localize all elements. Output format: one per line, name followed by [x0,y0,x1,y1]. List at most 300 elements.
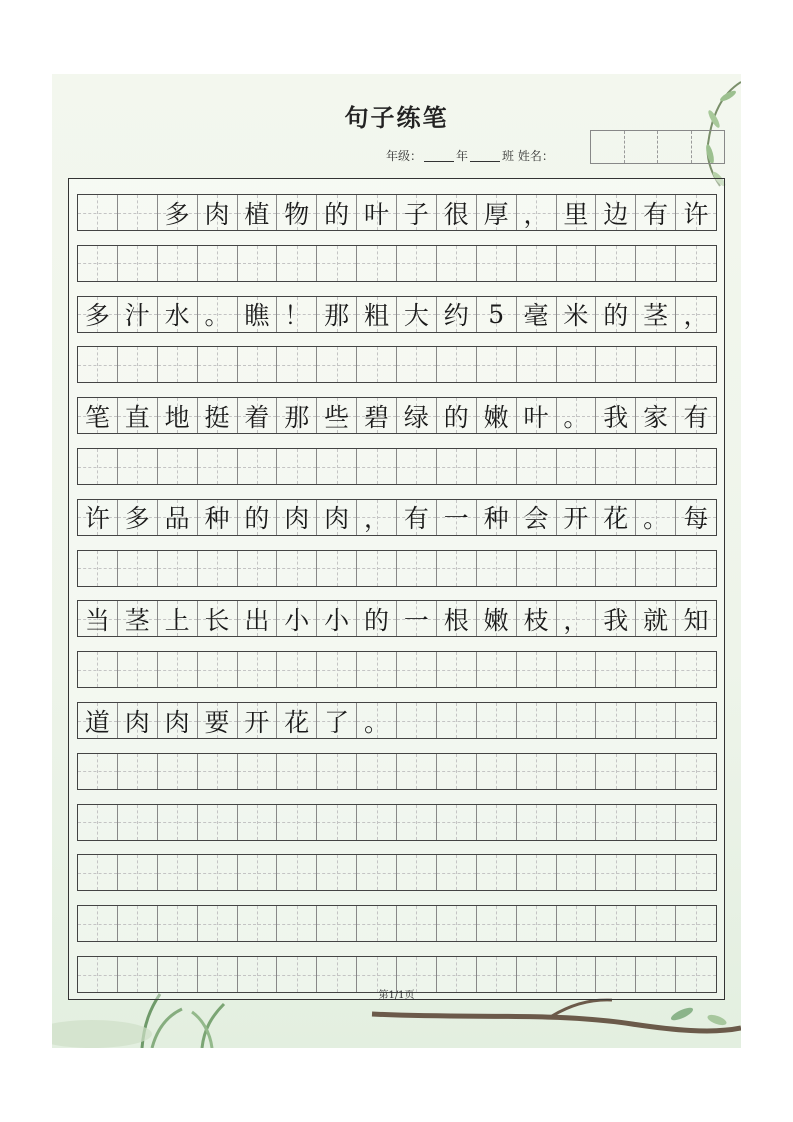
grid-cell[interactable] [118,754,158,789]
grid-cell[interactable] [118,297,158,332]
name-box[interactable] [625,131,659,163]
grid-character: 里 [563,199,589,229]
grid-cell[interactable] [198,347,238,382]
grid-cell[interactable] [517,347,557,382]
grid-cell[interactable] [317,652,357,687]
grid-cell[interactable] [198,703,238,738]
grid-cell[interactable] [676,805,716,840]
grid-cell[interactable] [636,449,676,484]
grid-cell[interactable] [397,906,437,941]
grid-cell[interactable] [118,601,158,636]
grid-cell[interactable] [557,855,597,890]
grid-row [77,448,717,485]
grid-cell[interactable] [158,297,198,332]
grid-cell[interactable] [198,551,238,586]
grid-cell[interactable] [317,551,357,586]
grid-cell[interactable] [437,347,477,382]
grid-cell[interactable] [437,805,477,840]
grid-cell[interactable] [357,500,397,535]
grid-cell[interactable] [357,855,397,890]
grid-cell[interactable] [397,754,437,789]
grid-cell[interactable] [437,601,477,636]
grid-cell[interactable] [676,754,716,789]
grid-character: 肉 [324,504,350,534]
grid-cell[interactable] [277,500,317,535]
grid-cell[interactable] [437,906,477,941]
grid-cell[interactable] [118,449,158,484]
grid-cell[interactable] [397,297,437,332]
grid-cell[interactable] [517,398,557,433]
grid-cell[interactable] [357,601,397,636]
grid-cell[interactable] [397,805,437,840]
grid-cell[interactable] [238,906,278,941]
grid-cell[interactable] [676,398,716,433]
grid-character: 子 [403,199,429,229]
grid-cell[interactable] [317,246,357,281]
grid-character: 。 [364,707,390,737]
grid-cell[interactable] [557,500,597,535]
class-blank[interactable] [470,151,500,162]
grid-cell[interactable] [557,398,597,433]
grid-character: 枝 [523,605,549,635]
grid-character: 碧 [364,402,390,432]
grid-cell[interactable] [198,601,238,636]
grid-cell[interactable] [78,449,118,484]
grid-cell[interactable] [118,805,158,840]
grid-character: 5 [488,299,505,329]
grid-character: 开 [244,707,270,737]
grid-cell[interactable] [557,703,597,738]
grid-character: 边 [603,199,629,229]
grid-cell[interactable] [317,703,357,738]
grid-cell[interactable] [676,652,716,687]
grid-cell[interactable] [277,398,317,433]
grid-cell[interactable] [158,246,198,281]
grid-cell[interactable] [158,855,198,890]
grid-row [77,804,717,841]
grid-cell[interactable] [277,855,317,890]
grid-cell[interactable] [596,195,636,230]
grid-cell[interactable] [676,703,716,738]
grid-cell[interactable] [118,652,158,687]
grid-cell[interactable] [397,195,437,230]
grid-character: 家 [643,402,669,432]
grid-character: 当 [84,605,110,635]
grid-character: 花 [284,707,310,737]
grid-cell[interactable] [596,652,636,687]
grid-cell[interactable] [437,551,477,586]
grid-cell[interactable] [277,754,317,789]
grid-cell[interactable] [477,500,517,535]
grid-cell[interactable] [397,398,437,433]
grid-cell[interactable] [277,906,317,941]
grid-cell[interactable] [78,652,118,687]
grid-cell[interactable] [517,805,557,840]
grid-cell[interactable] [118,500,158,535]
grid-cell[interactable] [357,652,397,687]
grid-cell[interactable] [517,906,557,941]
grid-cell[interactable] [636,652,676,687]
grid-cell[interactable] [78,500,118,535]
grid-cell[interactable] [557,195,597,230]
grid-cell[interactable] [158,551,198,586]
grid-cell[interactable] [636,754,676,789]
grid-cell[interactable] [477,805,517,840]
grid-cell[interactable] [158,906,198,941]
grid-cell[interactable] [78,855,118,890]
grid-cell[interactable] [277,652,317,687]
grid-cell[interactable] [238,805,278,840]
grid-character: 肉 [164,707,190,737]
grid-cell[interactable] [357,805,397,840]
grid-cell[interactable] [118,551,158,586]
grid-cell[interactable] [238,398,278,433]
grid-cell[interactable] [517,551,557,586]
grid-cell[interactable] [78,754,118,789]
grid-cell[interactable] [596,906,636,941]
grid-cell[interactable] [238,754,278,789]
grid-character: 一 [403,605,429,635]
grid-cell[interactable] [676,246,716,281]
grid-cell[interactable] [78,246,118,281]
grid-cell[interactable] [437,297,477,332]
grid-cell[interactable] [78,297,118,332]
grid-cell[interactable] [636,855,676,890]
grid-character: 的 [603,301,629,331]
grid-character: 上 [164,605,190,635]
grid-row [77,346,717,383]
grid-character: 。 [204,301,230,331]
grid-cell[interactable] [357,195,397,230]
grid-character: 许 [683,199,709,229]
grid-cell[interactable] [517,500,557,535]
grid-cell[interactable] [158,398,198,433]
grid-cell[interactable] [158,805,198,840]
grid-character: ！ [284,301,310,331]
grade-blank[interactable] [424,151,454,162]
grid-cell[interactable] [78,551,118,586]
grid-cell[interactable] [517,449,557,484]
grid-cell[interactable] [477,703,517,738]
grid-cell[interactable] [596,347,636,382]
grid-cell[interactable] [596,805,636,840]
grid-cell[interactable] [477,398,517,433]
grid-row [77,296,717,333]
grid-cell[interactable] [397,601,437,636]
grid-cell[interactable] [397,347,437,382]
grid-cell[interactable] [437,246,477,281]
grid-cell[interactable] [557,805,597,840]
grid-cell[interactable] [357,551,397,586]
grid-cell[interactable] [397,449,437,484]
grid-row [77,702,717,739]
grid-cell[interactable] [517,297,557,332]
grid-cell[interactable] [317,347,357,382]
grid-cell[interactable] [596,297,636,332]
grid-cell[interactable] [317,449,357,484]
grid-cell[interactable] [557,347,597,382]
grid-cell[interactable] [676,601,716,636]
grid-cell[interactable] [78,195,118,230]
grid-character: 笔 [84,402,110,432]
grid-cell[interactable] [676,500,716,535]
grid-cell[interactable] [118,195,158,230]
grid-cell[interactable] [477,906,517,941]
grid-cell[interactable] [357,906,397,941]
grid-cell[interactable] [477,246,517,281]
grid-cell[interactable] [596,500,636,535]
grid-cell[interactable] [357,297,397,332]
grid-cell[interactable] [517,703,557,738]
grid-cell[interactable] [158,601,198,636]
grid-row [77,550,717,587]
grid-cell[interactable] [198,246,238,281]
grid-character: 叶 [523,402,549,432]
grid-cell[interactable] [557,601,597,636]
grid-cell[interactable] [477,754,517,789]
grid-cell[interactable] [198,195,238,230]
grid-character: 绿 [403,402,429,432]
grid-cell[interactable] [437,754,477,789]
grid-character: 肉 [204,199,230,229]
grid-cell[interactable] [437,652,477,687]
grid-cell[interactable] [238,297,278,332]
grid-cell[interactable] [477,551,517,586]
grid-cell[interactable] [78,906,118,941]
grid-cell[interactable] [238,855,278,890]
grid-character: 茎 [643,301,669,331]
grid-cell[interactable] [238,601,278,636]
grid-cell[interactable] [78,805,118,840]
grid-cell[interactable] [557,906,597,941]
grid-character: 种 [204,504,230,534]
grid-cell[interactable] [158,195,198,230]
grid-cell[interactable] [277,805,317,840]
grid-cell[interactable] [636,805,676,840]
grid-cell[interactable] [477,652,517,687]
grid-cell[interactable] [158,754,198,789]
grid-cell[interactable] [118,246,158,281]
grid-cell[interactable] [198,297,238,332]
grid-cell[interactable] [676,449,716,484]
grid-cell[interactable] [477,855,517,890]
grid-cell[interactable] [198,906,238,941]
grid-cell[interactable] [477,297,517,332]
grid-character: 嫩 [483,605,509,635]
grid-cell[interactable] [238,500,278,535]
grid-cell[interactable] [238,347,278,382]
grid-cell[interactable] [317,500,357,535]
grid-cell[interactable] [676,906,716,941]
grid-character: 有 [683,402,709,432]
grid-cell[interactable] [676,855,716,890]
grid-cell[interactable] [198,805,238,840]
grid-cell[interactable] [357,398,397,433]
grid-cell[interactable] [517,855,557,890]
grid-cell[interactable] [477,449,517,484]
grid-cell[interactable] [277,297,317,332]
grid-cell[interactable] [317,195,357,230]
grid-cell[interactable] [557,449,597,484]
grid-character: 会 [523,504,549,534]
grid-cell[interactable] [158,500,198,535]
name-box[interactable] [692,131,725,163]
grid-cell[interactable] [277,703,317,738]
grid-cell[interactable] [636,906,676,941]
grid-cell[interactable] [317,805,357,840]
grid-cell[interactable] [158,703,198,738]
grid-character: 知 [683,605,709,635]
grid-cell[interactable] [636,246,676,281]
grid-cell[interactable] [557,754,597,789]
grid-cell[interactable] [277,246,317,281]
grid-cell[interactable] [198,449,238,484]
grid-cell[interactable] [636,297,676,332]
grid-cell[interactable] [118,855,158,890]
grid-cell[interactable] [517,601,557,636]
grid-cell[interactable] [118,703,158,738]
grid-cell[interactable] [397,855,437,890]
grid-cell[interactable] [158,347,198,382]
grid-cell[interactable] [596,703,636,738]
grid-cell[interactable] [317,601,357,636]
grid-cell[interactable] [277,449,317,484]
grid-cell[interactable] [636,500,676,535]
grid-cell[interactable] [596,855,636,890]
grid-cell[interactable] [517,652,557,687]
grid-cell[interactable] [596,246,636,281]
grid-character: ， [523,199,549,229]
grid-cell[interactable] [317,398,357,433]
grid-cell[interactable] [357,449,397,484]
grid-cell[interactable] [557,652,597,687]
grid-cell[interactable] [477,195,517,230]
grid-cell[interactable] [477,347,517,382]
grid-character: 根 [443,605,469,635]
grid-cell[interactable] [437,855,477,890]
grid-cell[interactable] [78,347,118,382]
grid-cell[interactable] [596,449,636,484]
grid-character: 物 [284,199,310,229]
name-boxes[interactable] [590,130,725,164]
grid-cell[interactable] [238,246,278,281]
grid-cell[interactable] [676,297,716,332]
grid-cell[interactable] [238,652,278,687]
grid-cell[interactable] [437,500,477,535]
grid-cell[interactable] [198,500,238,535]
grid-cell[interactable] [596,398,636,433]
grid-cell[interactable] [437,398,477,433]
grid-cell[interactable] [238,551,278,586]
grid-cell[interactable] [676,551,716,586]
grid-cell[interactable] [317,754,357,789]
grid-cell[interactable] [557,297,597,332]
grid-cell[interactable] [198,754,238,789]
name-box[interactable] [658,131,692,163]
grid-cell[interactable] [118,347,158,382]
grid-cell[interactable] [397,500,437,535]
grid-cell[interactable] [357,347,397,382]
grid-cell[interactable] [517,246,557,281]
grid-cell[interactable] [676,195,716,230]
grid-cell[interactable] [596,754,636,789]
grid-cell[interactable] [158,449,198,484]
grid-cell[interactable] [477,601,517,636]
grid-cell[interactable] [198,398,238,433]
grid-cell[interactable] [357,246,397,281]
grid-character: 小 [284,605,310,635]
grid-cell[interactable] [277,601,317,636]
grid-row [77,854,717,891]
grid-cell[interactable] [357,703,397,738]
grid-cell[interactable] [357,754,397,789]
grid-cell[interactable] [397,246,437,281]
grid-cell[interactable] [596,551,636,586]
grid-character: 有 [643,199,669,229]
grid-character: 多 [124,504,150,534]
grid-cell[interactable] [198,652,238,687]
grid-cell[interactable] [636,601,676,636]
grid-cell[interactable] [78,398,118,433]
grid-cell[interactable] [397,703,437,738]
page-title: 句子练笔 [344,103,449,132]
grid-character: 一 [443,504,469,534]
grid-row [77,397,717,434]
grid-character: 的 [364,605,390,635]
grid-character: 厚 [483,199,509,229]
grid-cell[interactable] [317,855,357,890]
grid-cell[interactable] [317,297,357,332]
grid-cell[interactable] [437,703,477,738]
grid-cell[interactable] [397,551,437,586]
grid-cell[interactable] [397,652,437,687]
grid-cell[interactable] [78,601,118,636]
grid-cell[interactable] [317,906,357,941]
grid-cell[interactable] [636,347,676,382]
grid-cell[interactable] [636,703,676,738]
grid-cell[interactable] [636,195,676,230]
grid-cell[interactable] [517,754,557,789]
grid-cell[interactable] [636,398,676,433]
grid-cell[interactable] [596,601,636,636]
name-box[interactable] [591,131,625,163]
grid-cell[interactable] [158,652,198,687]
grid-cell[interactable] [78,703,118,738]
grid-cell[interactable] [277,551,317,586]
grid-cell[interactable] [277,195,317,230]
grid-cell[interactable] [118,906,158,941]
grid-cell[interactable] [118,398,158,433]
grid-cell[interactable] [437,449,477,484]
year-label: 年 [456,149,469,163]
grid-cell[interactable] [277,347,317,382]
grid-cell[interactable] [636,551,676,586]
grid-character: 那 [284,402,310,432]
grid-cell[interactable] [517,195,557,230]
grid-cell[interactable] [238,449,278,484]
grid-cell[interactable] [238,703,278,738]
student-info-line [386,147,554,164]
grid-cell[interactable] [557,551,597,586]
grid-row [77,194,717,231]
grid-cell[interactable] [676,347,716,382]
grid-character: ， [683,301,709,331]
grid-cell[interactable] [198,855,238,890]
grid-cell[interactable] [557,246,597,281]
grid-character: 着 [244,402,270,432]
grid-cell[interactable] [238,195,278,230]
grid-cell[interactable] [437,195,477,230]
